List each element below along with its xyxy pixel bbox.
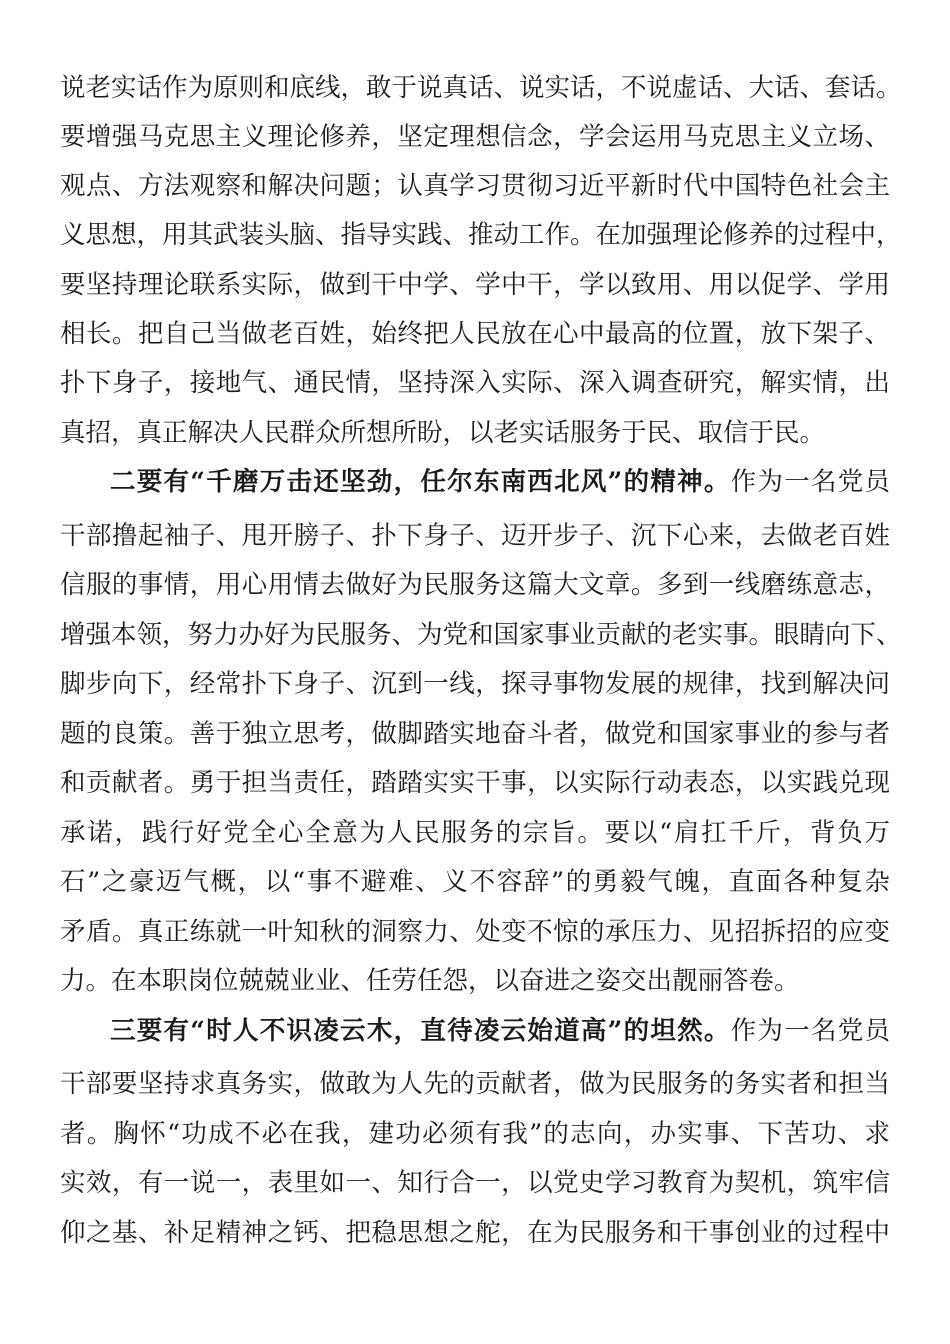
paragraph-2-line-4: 增强本领，努力办好为民服务、为党和国家事业贡献的老实事。眼睛向下、 <box>60 620 902 650</box>
paragraph-1-line-5: 要坚持理论联系实际，做到干中学、学中干，学以致用、用以促学、学用 <box>60 270 890 300</box>
paragraph-2-first-line-rest: 作为一名党员 <box>730 467 890 497</box>
paragraph-2-line-9: 石”之豪迈气概，以“事不避难、义不容辞”的勇毅气魄，直面各种复杂 <box>60 867 890 897</box>
paragraph-3-first-line-rest: 作为一名党员 <box>730 1016 890 1046</box>
paragraph-2-line-8: 承诺，践行好党全心全意为人民服务的宗旨。要以“肩扛千斤，背负万 <box>60 818 890 848</box>
paragraph-3-line-4: 实效，有一说一，表里如一、知行合一，以党史学习教育为契机，筑牢信 <box>60 1168 890 1198</box>
paragraph-1-line-3: 观点、方法观察和解决问题；认真学习贯彻习近平新时代中国特色社会主 <box>60 171 890 201</box>
paragraph-3-heading: 三要有“时人不识凌云木，直待凌云始道高”的坦然。 <box>110 1016 731 1046</box>
paragraph-1-line-1: 说老实话作为原则和底线，敢于说真话、说实话，不说虚话、大话、套话。 <box>60 73 902 103</box>
paragraph-2-first-line <box>110 459 890 505</box>
paragraph-2-line-7: 和贡献者。勇于担当责任，踏踏实实干事，以实际行动表态，以实践兑现 <box>60 768 890 798</box>
paragraph-3-first-line <box>110 1008 890 1054</box>
paragraph-2-line-6: 题的良策。善于独立思考，做脚踏实地奋斗者，做党和国家事业的参与者 <box>60 719 890 749</box>
paragraph-1-line-7: 扑下身子，接地气、通民情，坚持深入实际、深入调查研究，解实情，出 <box>60 368 890 398</box>
paragraph-1-line-8: 真招，真正解决人民群众所想所盼，以老实话服务于民、取信于民。 <box>60 418 826 448</box>
paragraph-2-line-10: 矛盾。真正练就一叶知秋的洞察力、处变不惊的承压力、见招拆招的应变 <box>60 917 890 947</box>
paragraph-2-line-11: 力。在本职岗位兢兢业业、任劳任怨，以奋进之姿交出靓丽答卷。 <box>60 966 800 996</box>
paragraph-2-line-2: 干部撸起袖子、甩开膀子、扑下身子、迈开步子、沉下心来，去做老百姓 <box>60 521 890 551</box>
paragraph-2-line-5: 脚步向下，经常扑下身子、沉到一线，探寻事物发展的规律，找到解决问 <box>60 669 890 699</box>
paragraph-1-line-6: 相长。把自己当做老百姓，始终把人民放在心中最高的位置，放下架子、 <box>60 319 890 349</box>
paragraph-2-heading: 二要有“千磨万击还坚劲，任尔东南西北风”的精神。 <box>110 467 731 497</box>
paragraph-1-line-4: 义思想，用其武装头脑、指导实践、推动工作。在加强理论修养的过程中， <box>60 220 902 250</box>
paragraph-3-line-5: 仰之基、补足精神之钙、把稳思想之舵，在为民服务和干事创业的过程中 <box>60 1218 890 1248</box>
paragraph-3-line-3: 者。胸怀“功成不必在我，建功必须有我”的志向，办实事、下苦功、求 <box>60 1119 890 1149</box>
paragraph-2-line-3: 信服的事情，用心用情去做好为民服务这篇大文章。多到一线磨练意志， <box>60 570 890 600</box>
paragraph-1-line-2: 要增强马克思主义理论修养，坚定理想信念，学会运用马克思主义立场、 <box>60 122 890 152</box>
paragraph-3-line-2: 干部要坚持求真务实，做敢为人先的贡献者，做为民服务的务实者和担当 <box>60 1069 890 1099</box>
